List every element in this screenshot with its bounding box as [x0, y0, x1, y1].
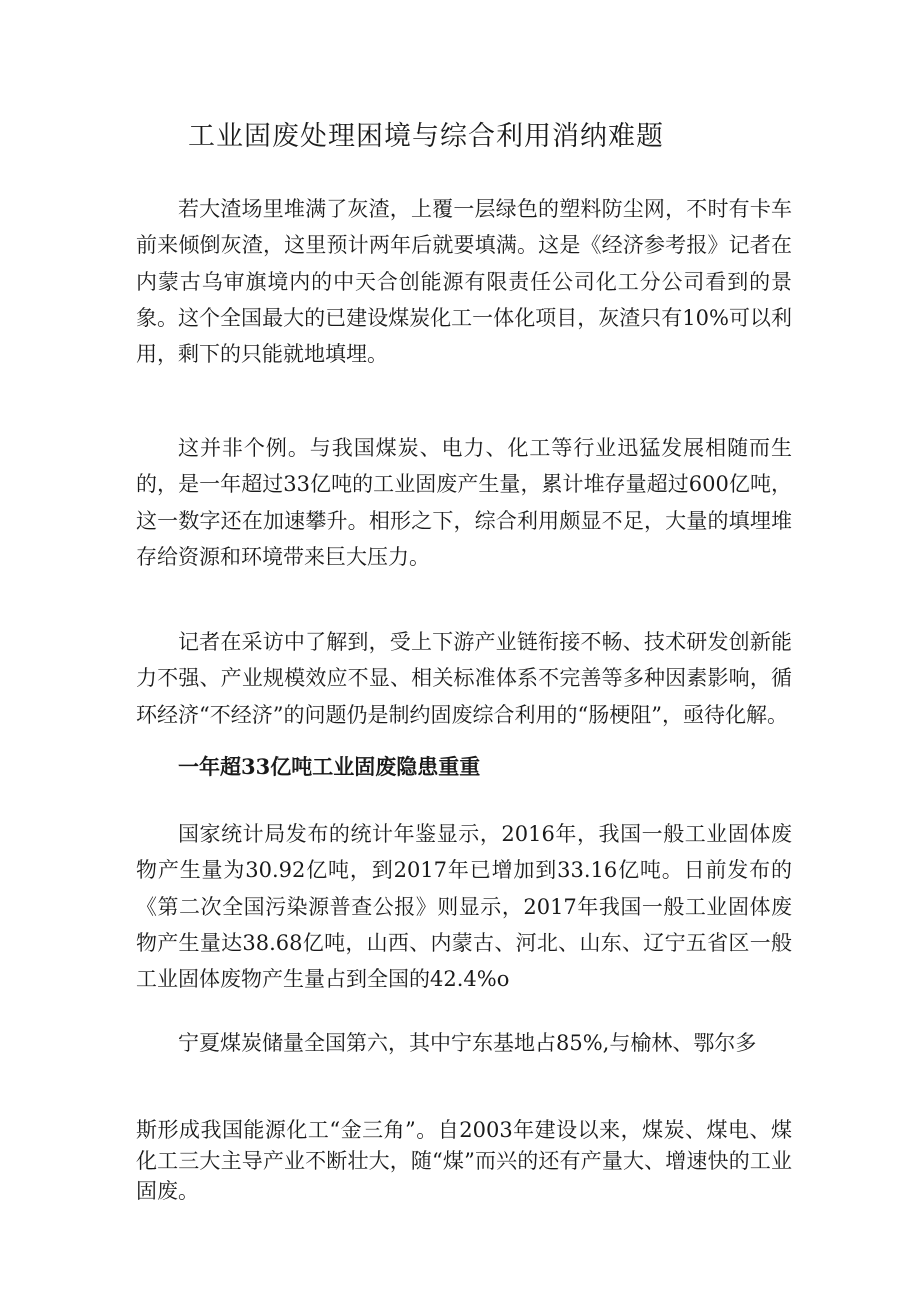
- paragraph-3: 记者在采访中了解到，受上下游产业链衔接不畅、技术研发创新能力不强、产业规模效应不显、相关标准体系不完善等多种因素影响，循环经济“不经济”的问题仍是制约固废综合利用的“肠梗阻”，亟待化解。: [136, 630, 792, 727]
- section-heading: 一年超33亿吨工业固废隐患重重: [178, 754, 481, 779]
- paragraph-1: 若大渣场里堆满了灰渣，上覆一层绿色的塑料防尘网，不时有卡车前来倾倒灰渣，这里预计两年后就要填满。这是《经济参考报》记者在内蒙古乌审旗境内的中天合创能源有限责任公司化工分公司看到的景象。这个全国最大的已建设煤炭化工一体化项目，灰渣只有10%可以利用，剩下的只能就地填埋。: [136, 197, 792, 367]
- paragraph-5-first-line: 宁夏煤炭储量全国第六，其中宁东基地占85%,与榆林、鄂尔多: [178, 1031, 757, 1055]
- paragraph-5-continuation: 斯形成我国能源化工“金三角”。自2003年建设以来，煤炭、煤电、煤化工三大主导产业不断壮大，随“煤”而兴的还有产量大、增速快的工业固废。: [136, 1118, 792, 1203]
- paragraph-4: 国家统计局发布的统计年鉴显示，2016年，我国一般工业固体废物产生量为30.92亿吨，到2017年已增加到33.16亿吨。日前发布的《第二次全国污染源普查公报》则显示，2017年我国一般工业固体废物产生量达38.68亿吨，山西、内蒙古、河北、山东、辽宁五省区一般工业固体废物产生量占到全国的42.4%o: [136, 822, 792, 992]
- document-title: 工业固废处理困境与综合利用消纳难题: [188, 121, 664, 152]
- paragraph-2: 这并非个例。与我国煤炭、电力、化工等行业迅猛发展相随而生的，是一年超过33亿吨的工业固废产生量，累计堆存量超过600亿吨，这一数字还在加速攀升。相形之下，综合利用颇显不足，大量的填埋堆存给资源和环境带来巨大压力。: [136, 436, 792, 569]
